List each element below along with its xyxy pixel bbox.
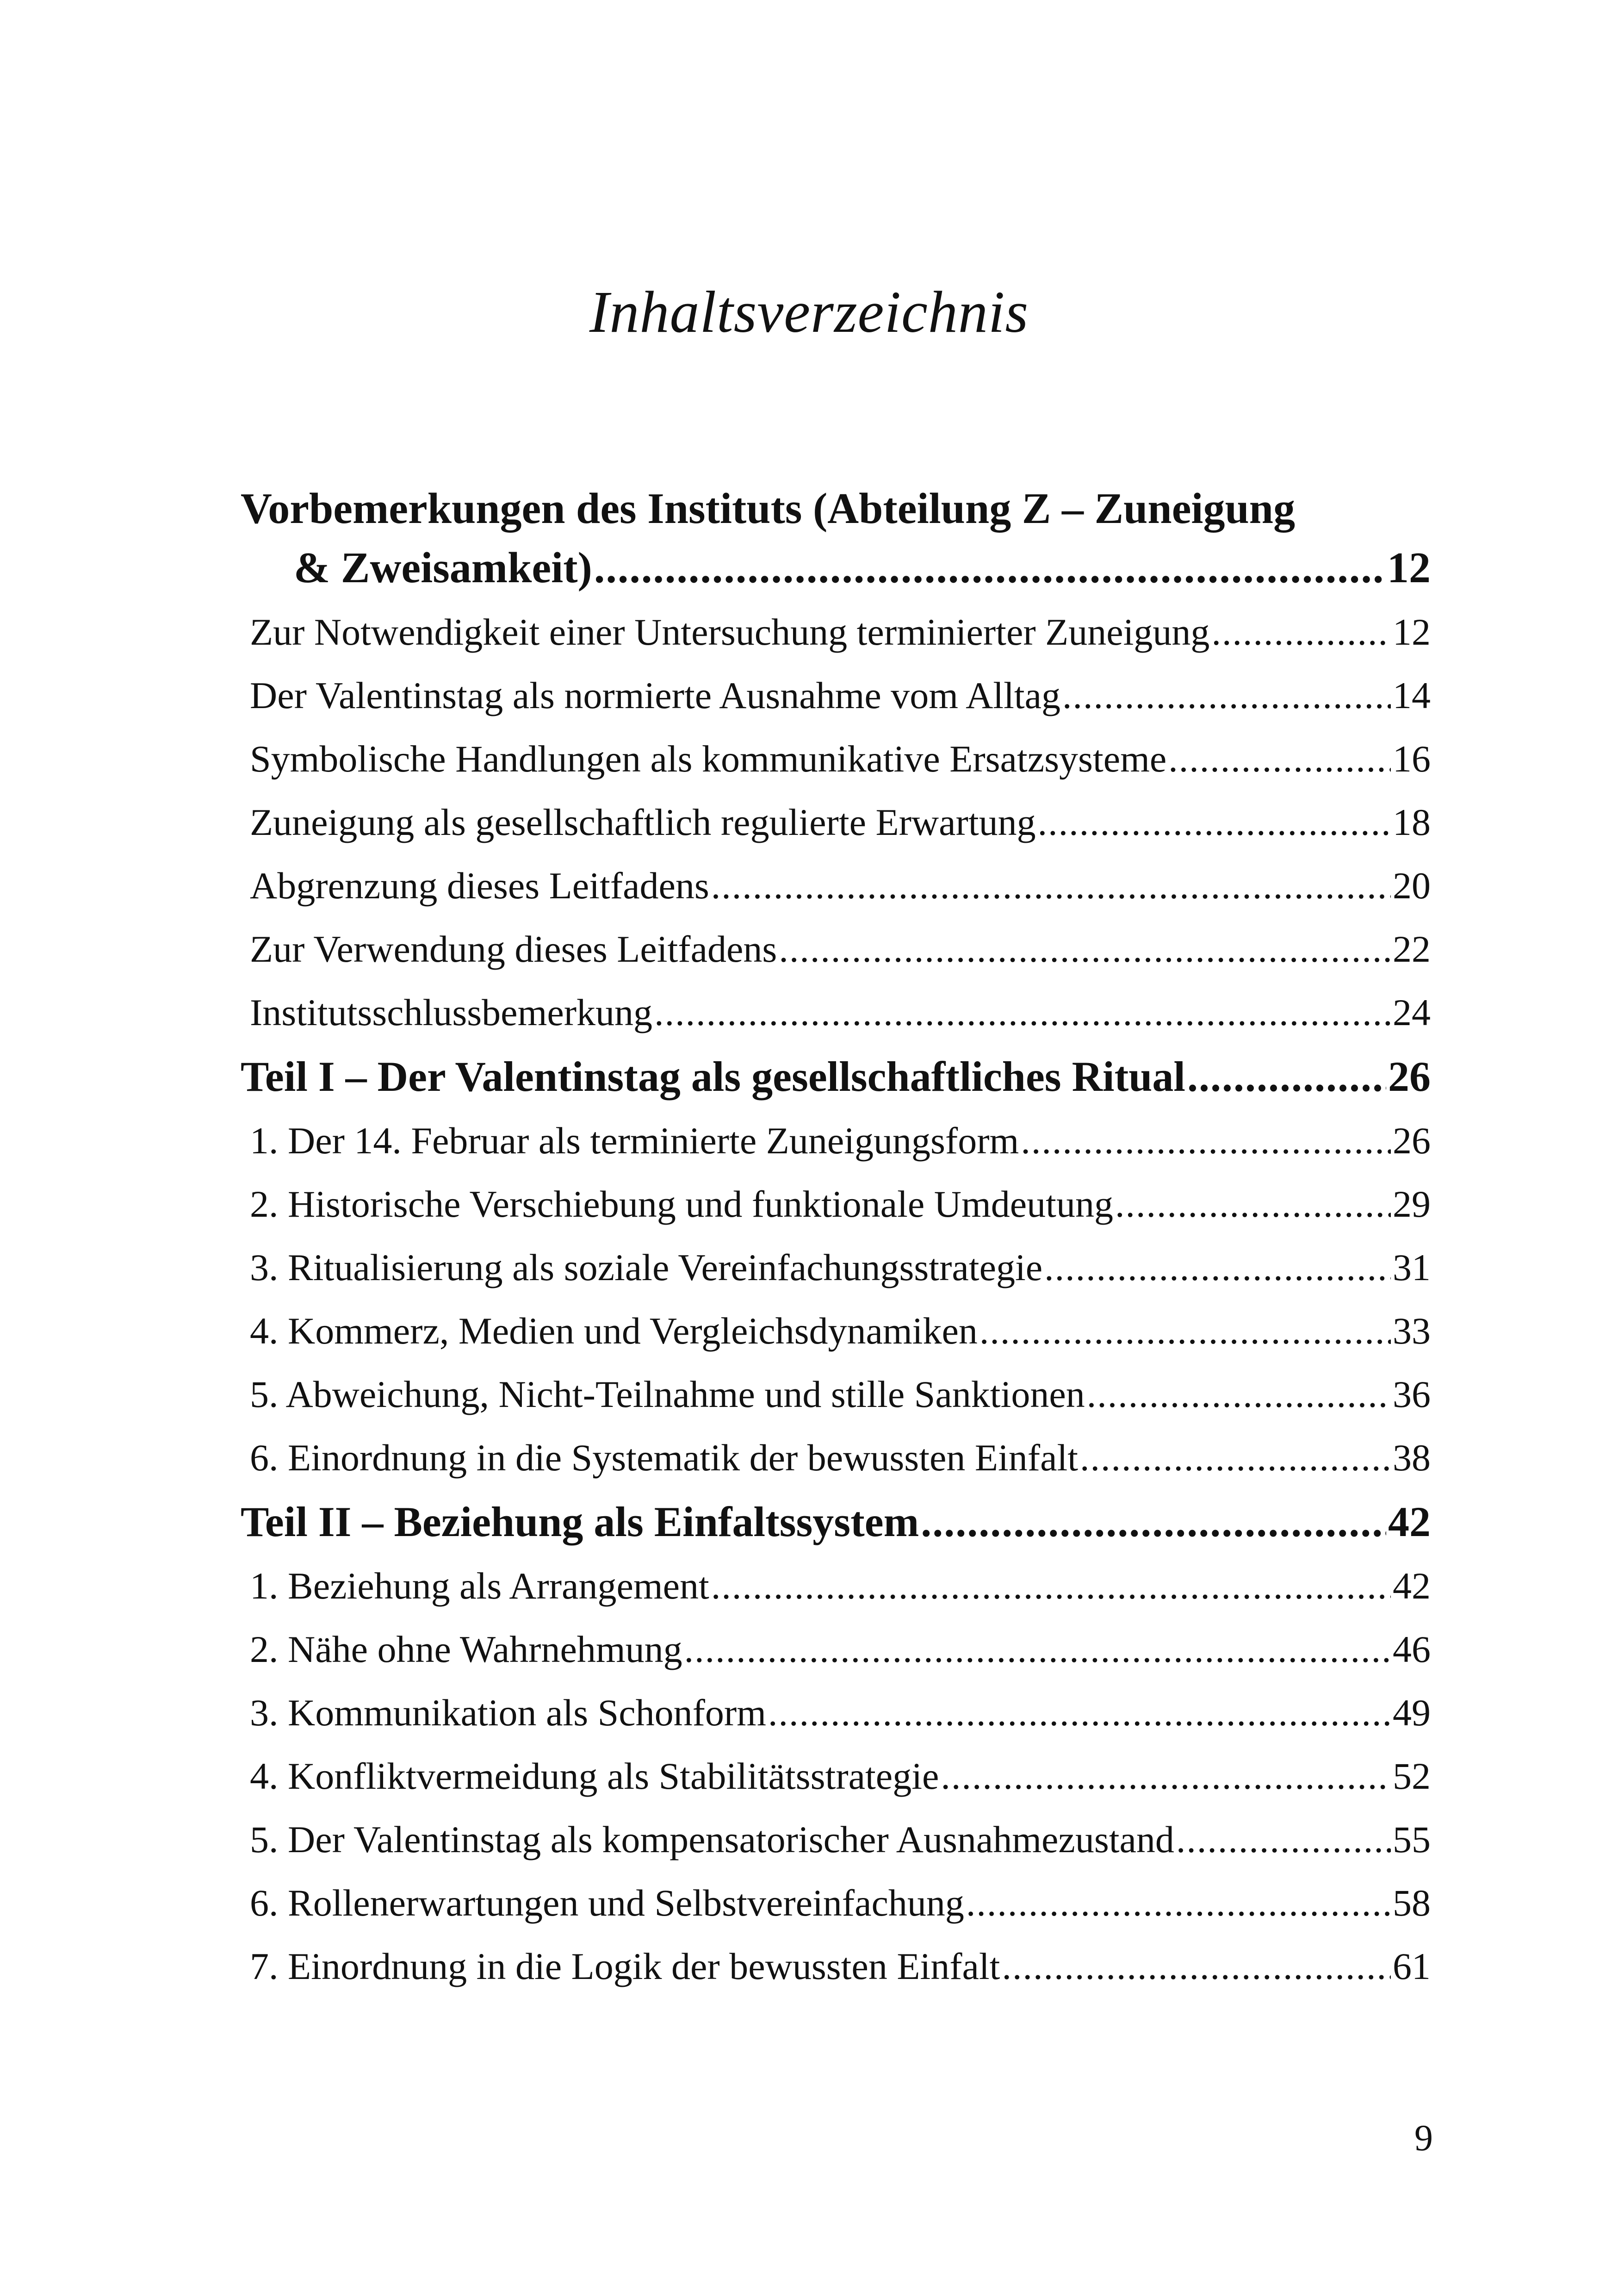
toc-page-number: 16 xyxy=(1393,738,1431,780)
toc-entry[interactable] xyxy=(250,1935,1431,1998)
toc-page-number: 26 xyxy=(1388,1053,1431,1100)
dot-leader xyxy=(1002,1935,1391,1998)
toc-page-number: 12 xyxy=(1387,544,1431,592)
toc-page-number: 26 xyxy=(1393,1120,1431,1162)
dot-leader xyxy=(1021,1109,1391,1172)
dot-leader xyxy=(711,854,1391,917)
dot-leader xyxy=(1080,1426,1391,1489)
toc-entry[interactable] xyxy=(250,600,1431,664)
toc-entry-label: 5. Der Valentinstag als kompensatorischer Ausnahmezustand xyxy=(250,1818,1174,1860)
toc-page-number: 22 xyxy=(1393,928,1431,970)
toc-entry-label: Symbolische Handlungen als kommunikative Ersatzsysteme xyxy=(250,738,1167,780)
dot-leader xyxy=(1176,1808,1391,1871)
toc-page-number: 12 xyxy=(1393,611,1431,653)
toc-page-number: 29 xyxy=(1393,1183,1431,1225)
toc-entry-label: 5. Abweichung, Nicht-Teilnahme und stille Sanktionen xyxy=(250,1373,1085,1415)
toc-part-heading[interactable] xyxy=(241,1489,1431,1554)
toc-page-number: 49 xyxy=(1393,1692,1431,1734)
dot-leader xyxy=(1211,600,1391,664)
toc-part-label: Teil I – Der Valentinstag als gesellschaftliches Ritual xyxy=(241,1053,1185,1100)
toc-entry[interactable] xyxy=(250,790,1431,854)
toc-entry[interactable] xyxy=(250,1554,1431,1618)
toc-entry-label: Zur Notwendigkeit einer Untersuchung terminierter Zuneigung xyxy=(250,611,1210,653)
toc-entry[interactable] xyxy=(250,1426,1431,1489)
toc-entry-label: Der Valentinstag als normierte Ausnahme vom Alltag xyxy=(250,674,1061,716)
table-of-contents xyxy=(241,479,1431,1998)
toc-entry[interactable] xyxy=(250,727,1431,790)
toc-entry-label: 4. Kommerz, Medien und Vergleichsdynamiken xyxy=(250,1310,978,1352)
dot-leader xyxy=(966,1871,1391,1935)
dot-leader xyxy=(1187,1044,1386,1109)
toc-page-number: 31 xyxy=(1393,1246,1431,1288)
dot-leader xyxy=(594,538,1385,597)
dot-leader xyxy=(768,1681,1391,1744)
dot-leader xyxy=(654,981,1391,1044)
toc-entry-label: 3. Ritualisierung als soziale Vereinfachungsstrategie xyxy=(250,1246,1043,1288)
toc-entry[interactable] xyxy=(250,917,1431,981)
toc-entry[interactable] xyxy=(250,981,1431,1044)
toc-heading-line-leader xyxy=(294,538,1431,597)
toc-entry[interactable] xyxy=(250,1363,1431,1426)
toc-page-number: 55 xyxy=(1393,1818,1431,1860)
toc-entry[interactable] xyxy=(250,1744,1431,1808)
toc-entry[interactable] xyxy=(250,1618,1431,1681)
toc-part-label: Teil II – Beziehung als Einfaltssystem xyxy=(241,1498,919,1545)
toc-entry-label: 7. Einordnung in die Logik der bewussten Einfalt xyxy=(250,1945,1000,1987)
toc-entry-label: 2. Historische Verschiebung und funktionale Umdeutung xyxy=(250,1183,1113,1225)
toc-heading-label: & Zweisamkeit) xyxy=(294,544,592,592)
toc-part-heading[interactable] xyxy=(241,1044,1431,1109)
toc-page-number: 36 xyxy=(1393,1373,1431,1415)
toc-entry-label: Zuneigung als gesellschaftlich regulierte Erwartung xyxy=(250,801,1036,843)
toc-entry-label: 4. Konfliktvermeidung als Stabilitätsstrategie xyxy=(250,1755,939,1797)
toc-entry[interactable] xyxy=(250,1681,1431,1744)
page-title: Inhaltsverzeichnis xyxy=(589,279,1029,345)
toc-entry[interactable] xyxy=(250,1236,1431,1299)
toc-page-number: 24 xyxy=(1393,991,1431,1033)
toc-entry[interactable] xyxy=(250,1808,1431,1871)
toc-page-number: 52 xyxy=(1393,1755,1431,1797)
dot-leader xyxy=(979,1299,1391,1363)
toc-page-number: 14 xyxy=(1393,674,1431,716)
toc-entry-label: 1. Beziehung als Arrangement xyxy=(250,1565,709,1607)
toc-page-number: 42 xyxy=(1393,1565,1431,1607)
dot-leader xyxy=(921,1489,1386,1554)
dot-leader xyxy=(1087,1363,1391,1426)
toc-page-number: 18 xyxy=(1393,801,1431,843)
toc-page-number: 42 xyxy=(1388,1498,1431,1545)
toc-entry-label: Institutsschlussbemerkung xyxy=(250,991,653,1033)
dot-leader xyxy=(1038,790,1391,854)
dot-leader xyxy=(1168,727,1391,790)
dot-leader xyxy=(711,1554,1391,1618)
toc-entry[interactable] xyxy=(250,1172,1431,1236)
toc-entry[interactable] xyxy=(250,854,1431,917)
dot-leader xyxy=(1044,1236,1391,1299)
toc-page-number: 33 xyxy=(1393,1310,1431,1352)
dot-leader xyxy=(684,1618,1391,1681)
toc-entry-label: Abgrenzung dieses Leitfadens xyxy=(250,865,709,907)
dot-leader xyxy=(1062,664,1391,727)
dot-leader xyxy=(779,917,1391,981)
toc-section-heading[interactable] xyxy=(241,479,1431,597)
toc-page-number: 46 xyxy=(1393,1628,1431,1670)
toc-page-number: 61 xyxy=(1393,1945,1431,1987)
dot-leader xyxy=(1115,1172,1391,1236)
dot-leader xyxy=(941,1744,1391,1808)
toc-entry-label: Zur Verwendung dieses Leitfadens xyxy=(250,928,777,970)
toc-entry[interactable] xyxy=(250,1299,1431,1363)
toc-page-number: 38 xyxy=(1393,1437,1431,1479)
toc-entry-label: 3. Kommunikation als Schonform xyxy=(250,1692,767,1734)
toc-entry[interactable] xyxy=(250,664,1431,727)
page-number: 9 xyxy=(1414,2118,1433,2159)
toc-entry[interactable] xyxy=(250,1871,1431,1935)
toc-entry-label: 1. Der 14. Februar als terminierte Zuneigungsform xyxy=(250,1120,1019,1162)
toc-page-number: 20 xyxy=(1393,865,1431,907)
toc-page-number: 58 xyxy=(1393,1882,1431,1924)
toc-entry-label: 2. Nähe ohne Wahrnehmung xyxy=(250,1628,682,1670)
toc-heading-line: Vorbemerkungen des Instituts (Abteilung Z – Zuneigung xyxy=(241,485,1296,533)
toc-entry[interactable] xyxy=(250,1109,1431,1172)
toc-entry-label: 6. Einordnung in die Systematik der bewussten Einfalt xyxy=(250,1437,1079,1479)
toc-entry-label: 6. Rollenerwartungen und Selbstvereinfachung xyxy=(250,1882,964,1924)
